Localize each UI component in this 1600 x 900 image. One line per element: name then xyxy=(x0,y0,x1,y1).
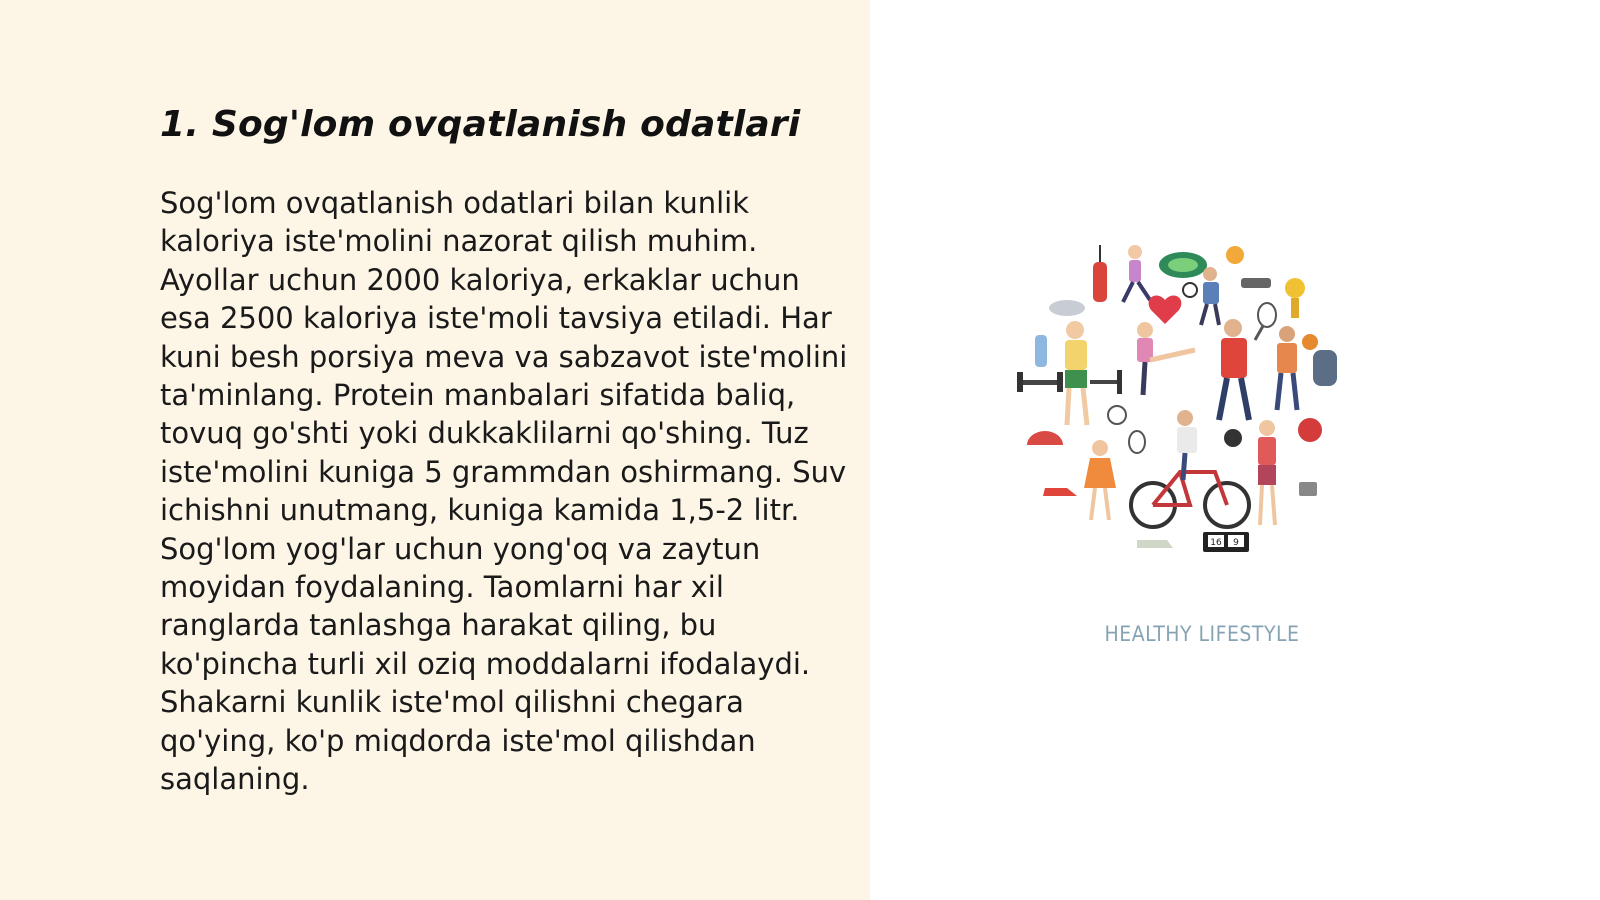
woman-fitness-icon xyxy=(1137,322,1195,395)
slide-title: 1. Sog'lom ovqatlanish odatlari xyxy=(160,104,801,145)
boxing-glove-icon xyxy=(1298,418,1322,442)
basketball-player-icon xyxy=(1201,267,1219,325)
healthy-lifestyle-sports-collage-icon xyxy=(1005,230,1385,610)
barbell-icon xyxy=(1090,370,1122,394)
mascot-icon xyxy=(1226,246,1244,264)
backpack-icon xyxy=(1313,350,1337,386)
fitness-woman-icon xyxy=(1258,420,1276,525)
helmet-icon xyxy=(1027,431,1063,445)
kettlebell-icon xyxy=(1224,429,1242,447)
slide-body-text: Sog'lom ovqatlanish odatlari bilan kunlik kaloriya iste'molini nazorat qilish muhim. Ayollar uchun 2000 kaloriya, erkaklar uchun esa 2500 kaloriya iste'moli tavsiya etiladi. Har kuni besh porsiya meva va sabzavot iste'molini ta'minlang. Protein manbalari sifatida baliq, tovuq go'shti yoki dukkaklilarni qo'shing. Tuz iste'molini kuniga 5 grammdan oshirmang. Suv ichishni unutmang, kuniga kamida 1,5-2 litr. Sog'lom yog'lar uchun yong'oq va zaytun moyidan foydalaning. Taomlarni har xil ranglarda tanlashga harakat qiling, bu ko'pincha turli xil oziq moddalarni ifodalaydi. Shakarni kunlik iste'mol qilishni chegara qo'ying, ko'p miqdorda iste'mol qilishdan saqlaning. xyxy=(160,186,848,797)
man-athlete-icon xyxy=(1065,321,1087,425)
tennis-player-icon xyxy=(1084,431,1145,520)
runner-icon xyxy=(1123,245,1150,302)
stadium-icon xyxy=(1159,252,1207,278)
basketball-icon xyxy=(1302,334,1318,350)
punching-bag-icon xyxy=(1093,245,1107,302)
cyclist-icon xyxy=(1177,410,1197,480)
bicycle-icon xyxy=(1131,472,1249,527)
cap-icon xyxy=(1049,300,1085,316)
heart-icon xyxy=(1149,295,1182,324)
scoreboard-icon xyxy=(1203,532,1249,552)
dumbbell-icon xyxy=(1017,372,1063,392)
basketball-woman-icon xyxy=(1277,326,1297,410)
illustration-caption: HEALTHY LIFESTYLE xyxy=(1104,622,1300,646)
trophy-icon xyxy=(1285,278,1305,318)
tennis-racket-icon xyxy=(1255,303,1276,340)
stopwatch-icon xyxy=(1108,406,1126,424)
grill-icon xyxy=(1241,278,1271,288)
sneaker-icon xyxy=(1043,488,1077,496)
scoreboard-right-value: 9 xyxy=(1233,538,1239,548)
running-shoes-icon xyxy=(1137,540,1173,548)
coach-icon xyxy=(1219,319,1249,420)
scale-icon xyxy=(1299,482,1317,496)
scoreboard-left-value: 16 xyxy=(1210,538,1222,548)
water-bottle-icon xyxy=(1035,335,1047,367)
soccer-ball-icon xyxy=(1183,283,1197,297)
